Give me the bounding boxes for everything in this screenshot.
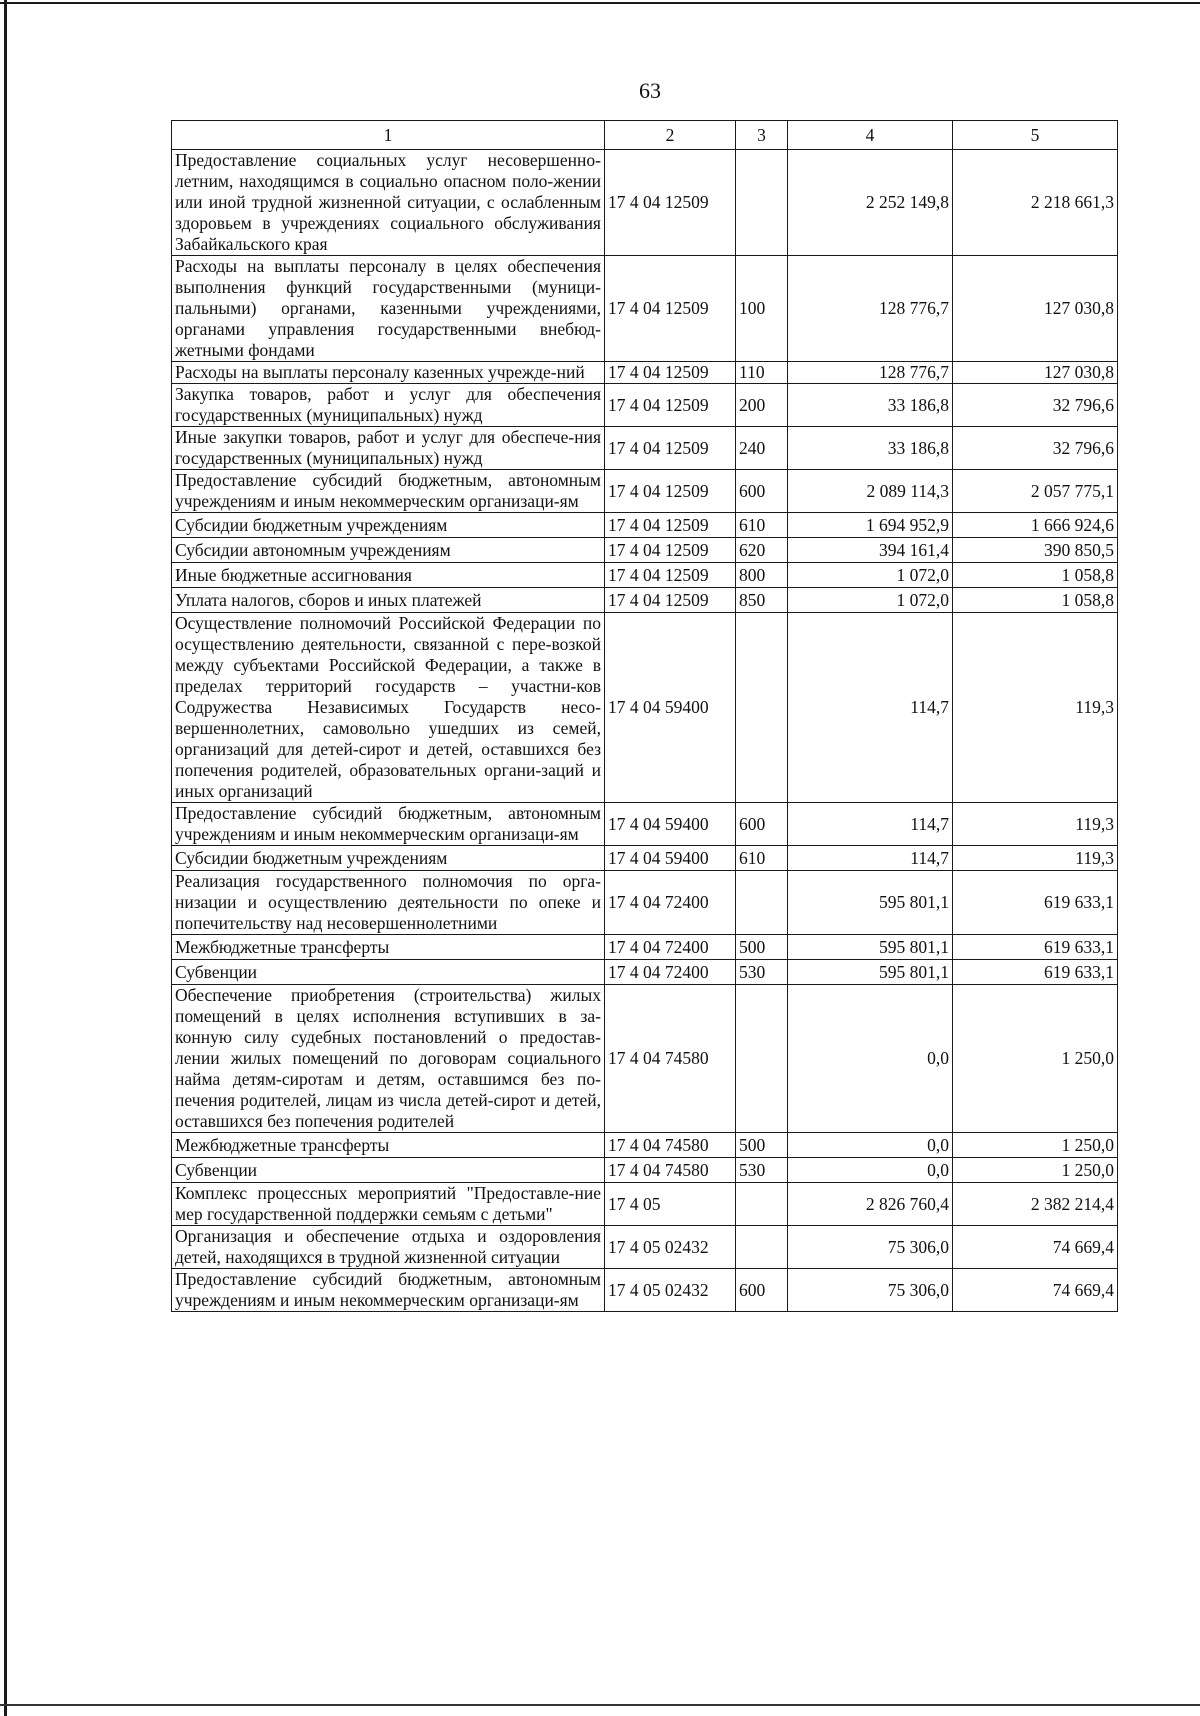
- row-name: Организация и обеспечение отдыха и оздоровления детей, находящихся в трудной жизненной ситуации: [172, 1226, 605, 1269]
- row-value-col4: 114,7: [788, 613, 953, 803]
- row-expense-type: 600: [736, 1269, 788, 1312]
- row-value-col5: 119,3: [953, 613, 1118, 803]
- table-row: [172, 1226, 1118, 1269]
- row-value-col5: 1 250,0: [953, 1158, 1118, 1183]
- row-expense-type: 610: [736, 846, 788, 871]
- row-value-col5: 1 058,8: [953, 563, 1118, 588]
- scan-edge-left: [4, 0, 7, 1716]
- row-code: 17 4 04 12509: [605, 563, 736, 588]
- row-value-col4: 2 252 149,8: [788, 150, 953, 256]
- row-value-col5: 1 058,8: [953, 588, 1118, 613]
- header-col-2: 2: [605, 121, 736, 150]
- row-name: Субвенции: [172, 960, 605, 985]
- row-name: Субвенции: [172, 1158, 605, 1183]
- row-value-col4: 2 826 760,4: [788, 1183, 953, 1226]
- table-row: [172, 538, 1118, 563]
- table-row: [172, 470, 1118, 513]
- table-row: [172, 256, 1118, 362]
- table-row: [172, 513, 1118, 538]
- row-value-col4: 114,7: [788, 846, 953, 871]
- row-code: 17 4 04 59400: [605, 613, 736, 803]
- row-name: Предоставление субсидий бюджетным, автономным учреждениям и иным некоммерческим организаци-ям: [172, 470, 605, 513]
- row-value-col5: 127 030,8: [953, 256, 1118, 362]
- row-code: 17 4 04 12509: [605, 427, 736, 470]
- table-row: [172, 803, 1118, 846]
- row-value-col5: 127 030,8: [953, 362, 1118, 384]
- row-expense-type: [736, 871, 788, 935]
- row-name: Осуществление полномочий Российской Федерации по осуществлению деятельности, связанной с пере-возкой между субъектами Российской Федерации, а также в пределах территорий государств – участни-ков Содружества Независимых Государств несо-вершеннолетних, самовольно ушедших из семей, организаций для детей-сирот и детей, оставшихся без попечения родителей, образовательных органи-заций и иных организаций: [172, 613, 605, 803]
- row-value-col5: 74 669,4: [953, 1226, 1118, 1269]
- row-expense-type: [736, 613, 788, 803]
- row-name: Субсидии бюджетным учреждениям: [172, 513, 605, 538]
- table-row: [172, 362, 1118, 384]
- row-expense-type: 610: [736, 513, 788, 538]
- page-number: 63: [639, 78, 661, 103]
- table-row: [172, 871, 1118, 935]
- row-value-col5: 119,3: [953, 846, 1118, 871]
- row-value-col5: 619 633,1: [953, 935, 1118, 960]
- table-row: [172, 960, 1118, 985]
- table-row: [172, 384, 1118, 427]
- row-value-col4: 0,0: [788, 1133, 953, 1158]
- table-row: [172, 150, 1118, 256]
- row-value-col5: 619 633,1: [953, 960, 1118, 985]
- header-col-3: 3: [736, 121, 788, 150]
- row-name: Реализация государственного полномочия по орга-низации и осуществлению деятельности по опеке и попечительству над несовершеннолетними: [172, 871, 605, 935]
- scan-edge-bottom: [0, 1704, 1200, 1706]
- budget-table: [171, 120, 1118, 1312]
- row-code: 17 4 04 74580: [605, 985, 736, 1133]
- table-row: [172, 427, 1118, 470]
- row-expense-type: 850: [736, 588, 788, 613]
- row-name: Закупка товаров, работ и услуг для обеспечения государственных (муниципальных) нужд: [172, 384, 605, 427]
- header-col-5: 5: [953, 121, 1118, 150]
- row-expense-type: 530: [736, 1158, 788, 1183]
- table-row: [172, 985, 1118, 1133]
- row-value-col4: 595 801,1: [788, 935, 953, 960]
- row-value-col5: 2 218 661,3: [953, 150, 1118, 256]
- row-code: 17 4 04 12509: [605, 150, 736, 256]
- row-expense-type: 600: [736, 803, 788, 846]
- row-name: Иные бюджетные ассигнования: [172, 563, 605, 588]
- row-code: 17 4 05 02432: [605, 1269, 736, 1312]
- row-expense-type: 110: [736, 362, 788, 384]
- row-value-col5: 1 250,0: [953, 1133, 1118, 1158]
- row-value-col4: 33 186,8: [788, 384, 953, 427]
- row-code: 17 4 04 12509: [605, 384, 736, 427]
- row-name: Субсидии автономным учреждениям: [172, 538, 605, 563]
- row-code: 17 4 04 74580: [605, 1133, 736, 1158]
- row-code: 17 4 04 12509: [605, 362, 736, 384]
- row-code: 17 4 04 12509: [605, 588, 736, 613]
- row-expense-type: [736, 985, 788, 1133]
- row-name: Межбюджетные трансферты: [172, 935, 605, 960]
- row-value-col5: 2 382 214,4: [953, 1183, 1118, 1226]
- row-name: Предоставление субсидий бюджетным, автономным учреждениям и иным некоммерческим организаци-ям: [172, 803, 605, 846]
- table-row: [172, 846, 1118, 871]
- row-value-col5: 2 057 775,1: [953, 470, 1118, 513]
- row-expense-type: 200: [736, 384, 788, 427]
- row-expense-type: [736, 1226, 788, 1269]
- row-name: Межбюджетные трансферты: [172, 1133, 605, 1158]
- row-value-col4: 2 089 114,3: [788, 470, 953, 513]
- row-value-col4: 75 306,0: [788, 1226, 953, 1269]
- row-value-col4: 33 186,8: [788, 427, 953, 470]
- row-code: 17 4 04 72400: [605, 871, 736, 935]
- scan-edge-top: [0, 2, 1200, 4]
- table-row: [172, 613, 1118, 803]
- header-col-4: 4: [788, 121, 953, 150]
- row-expense-type: 500: [736, 935, 788, 960]
- row-code: 17 4 04 12509: [605, 256, 736, 362]
- row-expense-type: 100: [736, 256, 788, 362]
- row-value-col5: 74 669,4: [953, 1269, 1118, 1312]
- row-expense-type: 620: [736, 538, 788, 563]
- row-code: 17 4 04 59400: [605, 846, 736, 871]
- table-row: [172, 563, 1118, 588]
- row-value-col5: 1 666 924,6: [953, 513, 1118, 538]
- row-value-col5: 1 250,0: [953, 985, 1118, 1133]
- table-row: [172, 935, 1118, 960]
- row-value-col4: 595 801,1: [788, 871, 953, 935]
- row-code: 17 4 04 72400: [605, 960, 736, 985]
- row-expense-type: 500: [736, 1133, 788, 1158]
- table-row: [172, 1133, 1118, 1158]
- row-value-col4: 128 776,7: [788, 362, 953, 384]
- row-code: 17 4 05 02432: [605, 1226, 736, 1269]
- row-value-col5: 32 796,6: [953, 427, 1118, 470]
- table-row: [172, 588, 1118, 613]
- row-code: 17 4 04 59400: [605, 803, 736, 846]
- table-row: [172, 1269, 1118, 1312]
- row-code: 17 4 04 12509: [605, 538, 736, 563]
- row-value-col4: 75 306,0: [788, 1269, 953, 1312]
- table-row: [172, 1158, 1118, 1183]
- row-name: Уплата налогов, сборов и иных платежей: [172, 588, 605, 613]
- row-name: Иные закупки товаров, работ и услуг для обеспече-ния государственных (муниципальных) нужд: [172, 427, 605, 470]
- row-name: Комплекс процессных мероприятий "Предоставле-ние мер государственной поддержки семьям с детьми": [172, 1183, 605, 1226]
- row-value-col5: 390 850,5: [953, 538, 1118, 563]
- row-expense-type: 530: [736, 960, 788, 985]
- row-name: Субсидии бюджетным учреждениям: [172, 846, 605, 871]
- row-name: Обеспечение приобретения (строительства) жилых помещений в целях исполнения вступивших в за-конную силу судебных постановлений о предостав-лении жилых помещений по договорам социального найма детям-сиротам и детям, оставшимся без по-печения родителей, лицам из числа детей-сирот и детей, оставшихся без попечения родителей: [172, 985, 605, 1133]
- row-value-col4: 1 694 952,9: [788, 513, 953, 538]
- row-code: 17 4 04 72400: [605, 935, 736, 960]
- row-value-col4: 394 161,4: [788, 538, 953, 563]
- row-name: Предоставление социальных услуг несовершенно-летним, находящимся в социально опасном поло-жении или иной трудной жизненной ситуации, с ослабленным здоровьем в учреждениях социального обслуживания Забайкальского края: [172, 150, 605, 256]
- row-value-col4: 595 801,1: [788, 960, 953, 985]
- row-value-col4: 114,7: [788, 803, 953, 846]
- row-expense-type: [736, 1183, 788, 1226]
- header-col-1: 1: [172, 121, 605, 150]
- row-expense-type: [736, 150, 788, 256]
- row-code: 17 4 04 12509: [605, 513, 736, 538]
- row-name: Предоставление субсидий бюджетным, автономным учреждениям и иным некоммерческим организаци-ям: [172, 1269, 605, 1312]
- row-expense-type: 800: [736, 563, 788, 588]
- row-code: 17 4 04 74580: [605, 1158, 736, 1183]
- row-name: Расходы на выплаты персоналу в целях обеспечения выполнения функций государственными (муници-пальными) органами, казенными учреждениями, органами управления государственными внебюд-жетными фондами: [172, 256, 605, 362]
- row-value-col4: 0,0: [788, 985, 953, 1133]
- row-code: 17 4 04 12509: [605, 470, 736, 513]
- row-value-col5: 619 633,1: [953, 871, 1118, 935]
- row-expense-type: 600: [736, 470, 788, 513]
- row-code: 17 4 05: [605, 1183, 736, 1226]
- row-value-col4: 1 072,0: [788, 563, 953, 588]
- row-value-col4: 1 072,0: [788, 588, 953, 613]
- row-value-col5: 32 796,6: [953, 384, 1118, 427]
- row-value-col4: 128 776,7: [788, 256, 953, 362]
- header-row: [172, 121, 1118, 150]
- table-row: [172, 1183, 1118, 1226]
- row-name: Расходы на выплаты персоналу казенных учрежде-ний: [172, 362, 605, 384]
- row-expense-type: 240: [736, 427, 788, 470]
- row-value-col5: 119,3: [953, 803, 1118, 846]
- row-value-col4: 0,0: [788, 1158, 953, 1183]
